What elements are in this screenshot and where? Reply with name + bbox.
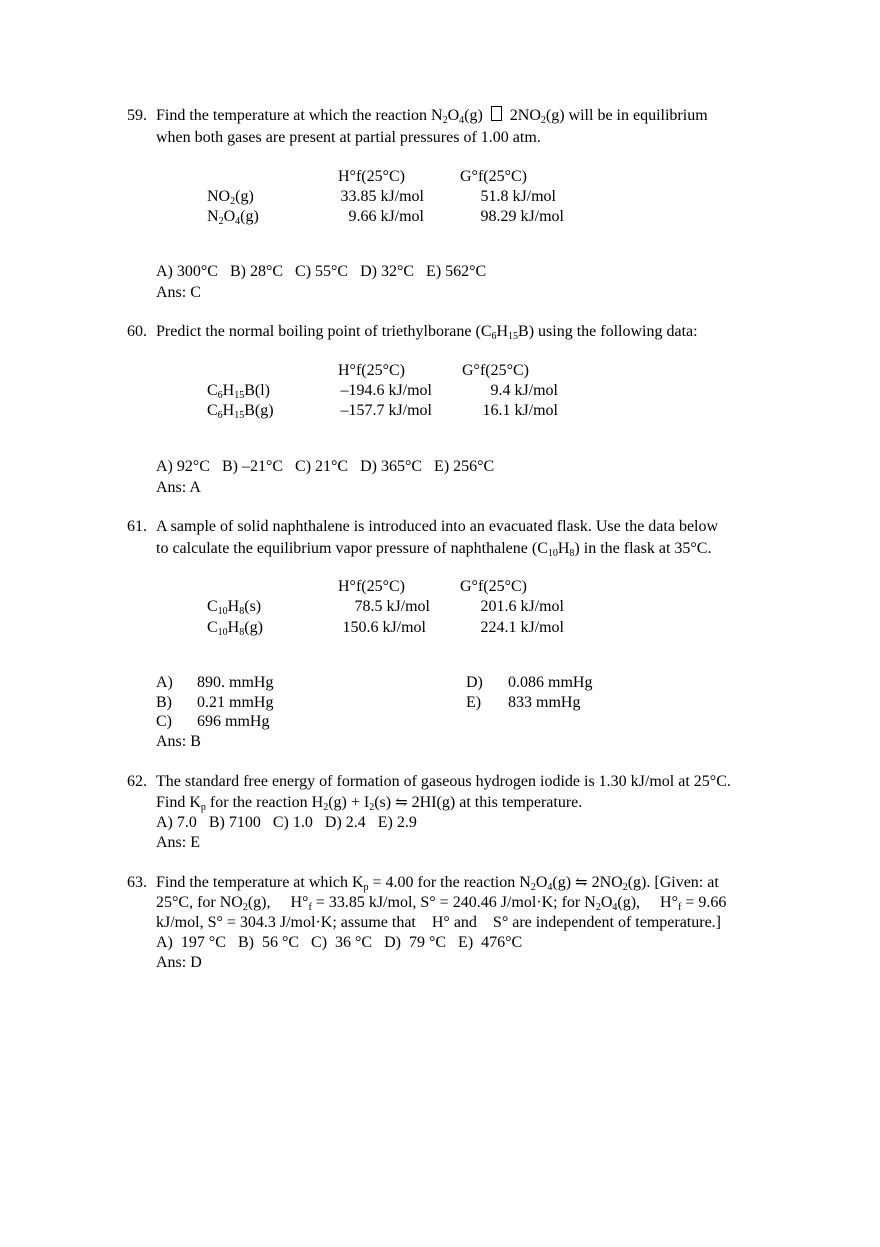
table-cell: –157.7 kJ/mol: [340, 402, 432, 419]
table-header-enthalpy: H°f(25°C): [338, 362, 406, 379]
table-species: $C_{10}H_8(s)$: [207, 598, 262, 617]
choice-letter: A): [156, 674, 173, 691]
question-number: 63.: [127, 874, 147, 891]
question-text-line: Find the temperature at which $K_p = 4.00$ for the reaction $N_2O_4(g)$ ⇋ $2NO_2(g)$. [Given: at: [156, 874, 719, 893]
question-text-line: Predict the normal boiling point of triethylborane $(C_6H_{15}B)$ using the following data:: [156, 323, 698, 342]
answer-key: Ans: D: [156, 954, 202, 971]
answer-key: Ans: B: [156, 733, 201, 750]
equilibrium-arrow-icon: ⇋: [575, 875, 588, 891]
question-text-line: kJ/mol, S° = 304.3 J/mol·K; assume that H° and S° are independent of temperature.]: [156, 914, 721, 931]
table-cell: 16.1 kJ/mol: [482, 402, 558, 419]
table-cell: 201.6 kJ/mol: [480, 598, 564, 615]
choice-value: 0.086 mmHg: [508, 674, 593, 691]
answer-key: Ans: E: [156, 834, 200, 851]
answer-choices: A) 7.0 B) 7100 C) 1.0 D) 2.4 E) 2.9: [156, 814, 417, 831]
question-text-line: Find $K_p$ for the reaction $H_2(g) + I_2(s)$ ⇋ 2HI(g) at this temperature.: [156, 794, 583, 813]
question-text-line: when both gases are present at partial pressures of 1.00 atm.: [156, 129, 541, 146]
choice-letter: E): [466, 694, 482, 711]
table-cell: 98.29 kJ/mol: [480, 208, 564, 225]
table-header-enthalpy: H°f(25°C): [338, 578, 406, 595]
table-species: $C_6H_{15}B(g)$: [207, 402, 274, 421]
table-header-free-energy: G°f(25°C): [462, 362, 530, 379]
question-number: 61.: [127, 518, 147, 535]
choice-value: 696 mmHg: [197, 713, 270, 730]
question-text-line: Find the temperature at which the reaction $N_2O_4(g)$ $2NO_2(g)$ will be in equilibrium: [156, 107, 708, 126]
answer-choices: A) 300°C B) 28°C C) 55°C D) 32°C E) 562°C: [156, 263, 487, 280]
table-cell: 9.4 kJ/mol: [490, 382, 558, 399]
table-species: $NO_2(g)$: [207, 188, 254, 207]
table-species: $C_6H_{15}B(l)$: [207, 382, 271, 401]
table-header-free-energy: G°f(25°C): [460, 168, 528, 185]
table-cell: 78.5 kJ/mol: [354, 598, 430, 615]
question-number: 59.: [127, 107, 147, 124]
choice-letter: C): [156, 713, 172, 730]
table-header-enthalpy: H°f(25°C): [338, 168, 406, 185]
table-header-free-energy: G°f(25°C): [460, 578, 528, 595]
answer-choices: A) 197 °C B) 56 °C C) 36 °C D) 79 °C E) 476°C: [156, 934, 523, 951]
table-species: $N_2O_4(g)$: [207, 208, 259, 227]
answer-key: Ans: C: [156, 284, 201, 301]
question-text-line: A sample of solid naphthalene is introduced into an evacuated flask. Use the data below: [156, 518, 719, 535]
table-cell: 33.85 kJ/mol: [340, 188, 424, 205]
missing-glyph-icon: [491, 106, 502, 121]
question-text-line: The standard free energy of formation of gaseous hydrogen iodide is 1.30 kJ/mol at 25°C.: [156, 773, 731, 790]
equilibrium-arrow-icon: ⇋: [395, 795, 408, 811]
table-cell: 51.8 kJ/mol: [480, 188, 556, 205]
table-cell: 224.1 kJ/mol: [480, 619, 564, 636]
choice-letter: D): [466, 674, 483, 691]
question-text-line: to calculate the equilibrium vapor pressure of naphthalene $(C_{10}H_8)$ in the flask at 35°C.: [156, 540, 712, 559]
choice-letter: B): [156, 694, 172, 711]
choice-value: 833 mmHg: [508, 694, 581, 711]
table-cell: 150.6 kJ/mol: [342, 619, 426, 636]
table-cell: –194.6 kJ/mol: [340, 382, 432, 399]
question-text-line: 25°C, for $NO_2(g)$, $H^\circ_f = 33.85$ kJ/mol, S° = 240.46 J/mol·K; for $N_2O_4(g)$, $H^\circ_f = 9.66$: [156, 894, 727, 913]
choice-value: 890. mmHg: [197, 674, 274, 691]
question-number: 62.: [127, 773, 147, 790]
question-number: 60.: [127, 323, 147, 340]
table-cell: 9.66 kJ/mol: [348, 208, 424, 225]
table-species: $C_{10}H_8(g)$: [207, 619, 263, 638]
choice-value: 0.21 mmHg: [197, 694, 274, 711]
answer-choices: A) 92°C B) –21°C C) 21°C D) 365°C E) 256°C: [156, 458, 495, 475]
answer-key: Ans: A: [156, 479, 201, 496]
